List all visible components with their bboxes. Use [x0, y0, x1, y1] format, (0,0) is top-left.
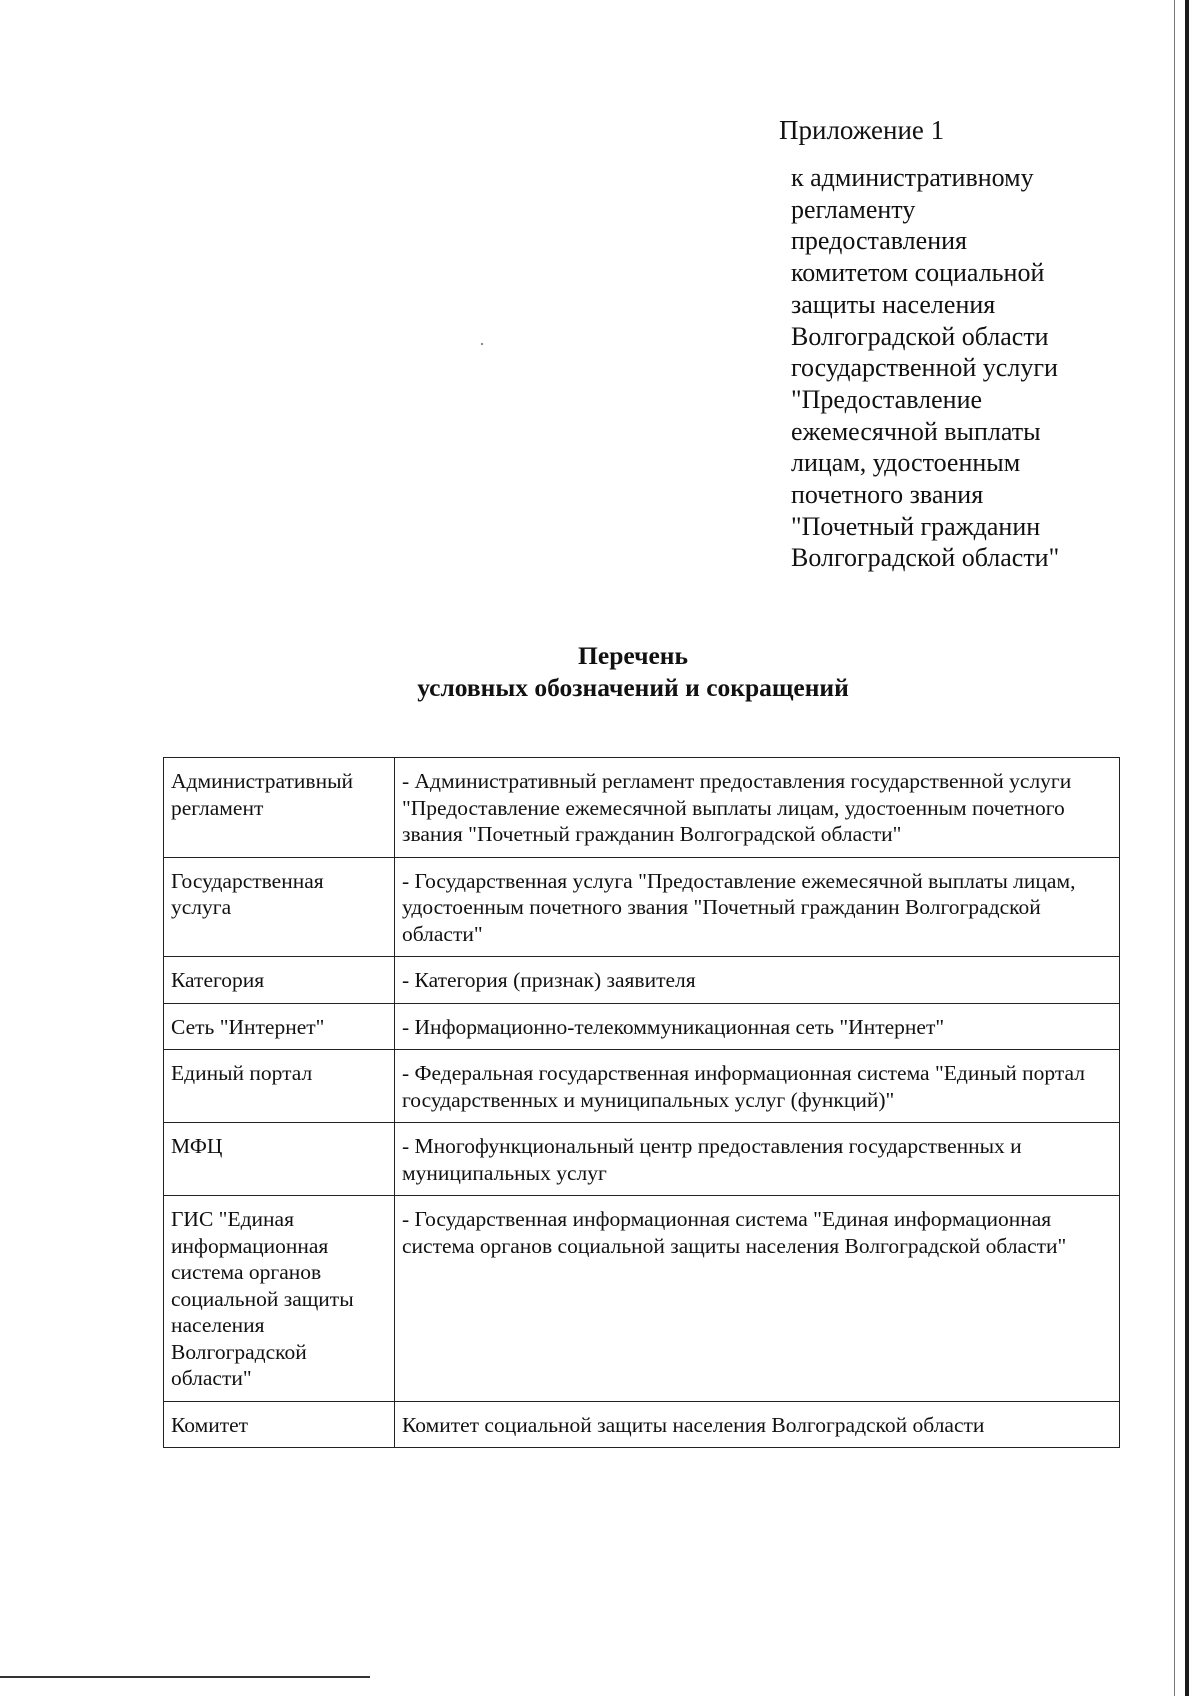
term-cell: Административный регламент: [164, 758, 395, 858]
definition-cell: - Категория (признак) заявителя: [395, 957, 1120, 1004]
definition-cell: - Государственная услуга "Предоставление ежемесячной выплаты лицам, удостоенным почетного звания "Почетный гражданин Волгоградской области": [395, 857, 1120, 957]
term-cell: Сеть "Интернет": [164, 1003, 395, 1050]
abbreviations-table: [163, 757, 1120, 1448]
term-cell: Государственная услуга: [164, 857, 395, 957]
term-cell: Единый портал: [164, 1050, 395, 1123]
appendix-reference: [791, 162, 1151, 574]
scan-border-right-thin: [1174, 0, 1175, 1696]
scan-border-bottom: [0, 1676, 370, 1678]
table-row: [164, 857, 1120, 957]
table-row: [164, 758, 1120, 858]
appendix-line: Волгоградской области: [791, 321, 1049, 351]
definition-cell: - Федеральная государственная информационная система "Единый портал государственных и муниципальных услуг (функций)": [395, 1050, 1120, 1123]
page-title-line-2: условных обозначений и сокращений: [417, 673, 849, 702]
appendix-line: ежемесячной выплаты: [791, 416, 1041, 446]
appendix-line: государственной услуги: [791, 353, 1058, 383]
appendix-line: к административному: [791, 163, 1034, 192]
scan-speck: [481, 343, 483, 345]
page-title-line-1: Перечень: [578, 641, 688, 670]
definition-cell: - Информационно-телекоммуникационная сеть "Интернет": [395, 1003, 1120, 1050]
appendix-line: почетного звания: [791, 480, 984, 510]
scan-border-right: [1185, 0, 1189, 1696]
appendix-line: "Предоставление: [791, 384, 983, 414]
table-row: [164, 1196, 1120, 1402]
definition-cell: - Административный регламент предоставления государственной услуги "Предоставление ежемесячной выплаты лицам, удостоенным почетного звания "Почетный гражданин Волгоградской области": [395, 758, 1120, 858]
table-row: [164, 957, 1120, 1004]
term-cell: Категория: [164, 957, 395, 1004]
appendix-line: Волгоградской области": [791, 543, 1060, 573]
definition-cell: Комитет социальной защиты населения Волгоградской области: [395, 1401, 1120, 1448]
table-row: [164, 1123, 1120, 1196]
table-row: [164, 1003, 1120, 1050]
appendix-line: комитетом социальной: [791, 258, 1045, 288]
appendix-title: Приложение 1: [779, 115, 945, 145]
table-row: [164, 1050, 1120, 1123]
term-cell: ГИС "Единая информационная система органов социальной защиты населения Волгоградской области": [164, 1196, 395, 1402]
term-cell: МФЦ: [164, 1123, 395, 1196]
definition-cell: - Многофункциональный центр предоставления государственных и муниципальных услуг: [395, 1123, 1120, 1196]
appendix-line: регламенту: [791, 194, 916, 224]
appendix-line: защиты населения: [791, 289, 996, 319]
definition-cell: - Государственная информационная система "Единая информационная система органов социальной защиты населения Волгоградской области": [395, 1196, 1120, 1402]
table-row: [164, 1401, 1120, 1448]
appendix-line: "Почетный гражданин: [791, 511, 1041, 541]
appendix-line: предоставления: [791, 226, 967, 256]
page-title: [0, 640, 1200, 704]
term-cell: Комитет: [164, 1401, 395, 1448]
appendix-line: лицам, удостоенным: [791, 448, 1021, 478]
